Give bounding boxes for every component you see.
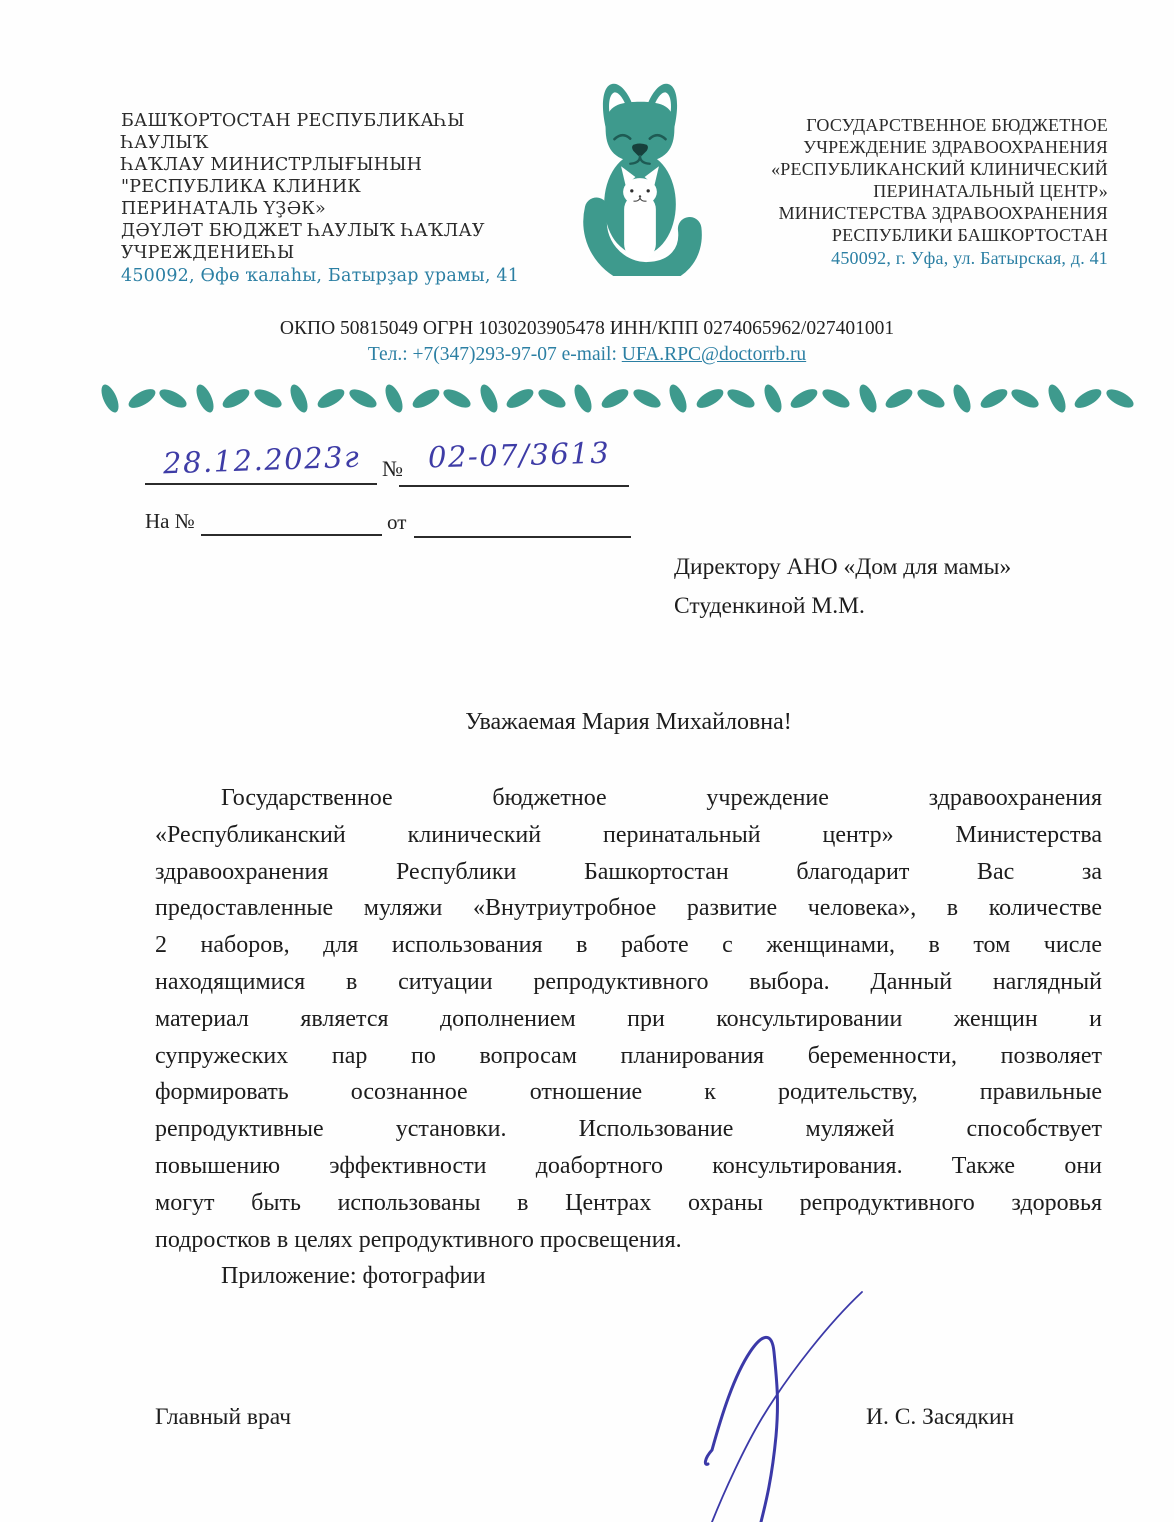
seed-ornament [599, 385, 631, 411]
registration-numbers: ОКПО 50815049 ОГРН 1030203905478 ИНН/КПП 0274065962/027401001 [279, 318, 895, 339]
header-left-bashkir [121, 110, 551, 287]
seed-ornament [157, 385, 190, 411]
body-line: 2 наборов, для использования в работе с женщинами, в том числе [155, 932, 1102, 959]
seed-ornament [883, 385, 915, 411]
body-line: находящимися в ситуации репродуктивного выбора. Данный наглядный [155, 968, 1102, 995]
from-label: от [387, 510, 407, 534]
seed-ornament [666, 382, 690, 415]
seed-ornament [409, 385, 441, 411]
number-underline [399, 485, 629, 487]
seed-ornament [950, 382, 974, 415]
header-line: ПЕРИНАТАЛЬ ҮҘӘК» [121, 199, 326, 219]
seed-ornament [1072, 385, 1104, 411]
header-line: «РЕСПУБЛИКАНСКИЙ КЛИНИЧЕСКИЙ [771, 159, 1108, 179]
header-line: ҺАҠЛАУ МИНИСТРЛЫҒЫНЫН [121, 155, 423, 175]
seed-ornament [725, 385, 758, 411]
body-line: здравоохранения Республики Башкортостан благодарит Вас за [155, 858, 1102, 885]
header-right-address: 450092, г. Уфа, ул. Батырская, д. 41 [831, 248, 1108, 268]
divider-ornament [95, 384, 1135, 412]
salutation: Уважаемая Мария Михайловна! [465, 709, 792, 735]
header-left-address: 450092, Өфө ҡалаһы, Батырҙар урамы, 41 [121, 266, 520, 286]
date-underline [145, 483, 377, 485]
body-line: предоставленные муляжи «Внутриутробное развитие человека», в количестве [155, 895, 1102, 922]
body-line: супружеских пар по вопросам планирования беременности, позволяет [155, 1042, 1102, 1069]
body-paragraph [155, 780, 1102, 1258]
seed-ornament [788, 385, 820, 411]
addressee-line2: Студенкиной М.М. [674, 593, 865, 619]
attachment-line: Приложение: фотографии [221, 1263, 486, 1290]
body-line: материал является дополнением при консультировании женщин и [155, 1005, 1102, 1032]
header-line: УЧРЕЖДЕНИЕҺЫ [121, 243, 295, 263]
seed-ornament [1045, 382, 1069, 415]
header-line: "РЕСПУБЛИКА КЛИНИК [121, 177, 362, 197]
seed-ornament [252, 385, 285, 411]
mother-and-baby-fox-icon [576, 74, 704, 276]
seed-ornament [536, 385, 569, 411]
body-line: могут быть использованы в Центрах охраны репродуктивного здоровья [155, 1189, 1102, 1216]
seed-ornament [1009, 385, 1042, 411]
body-line: повышению эффективности доабортного консультирования. Также они [155, 1152, 1102, 1179]
seed-ornament [761, 382, 785, 415]
seed-ornament [125, 385, 157, 411]
seed-ornament [382, 382, 406, 415]
seed-ornament [914, 385, 947, 411]
seed-ornament [193, 382, 217, 415]
phone-number: Тел.: +7(347)293-97-07 [367, 344, 557, 365]
header-line: БАШҠОРТОСТАН РЕСПУБЛИКАҺЫ ҺАУЛЫҠ [121, 111, 465, 153]
header-right-lines [742, 114, 1108, 246]
seed-ornament [571, 382, 595, 415]
body-line: репродуктивные установки. Использование муляжей способствует [155, 1116, 1102, 1143]
seed-ornament [441, 385, 474, 411]
seed-ornament [477, 382, 501, 415]
header-line: УЧРЕЖДЕНИЕ ЗДРАВООХРАНЕНИЯ [803, 137, 1108, 157]
seed-ornament [220, 385, 252, 411]
addressee-block [674, 548, 1011, 626]
seed-ornament [820, 385, 853, 411]
email-link[interactable]: UFA.RPC@doctorrb.ru [621, 344, 807, 365]
number-sign: № [382, 456, 403, 481]
header-left-lines [121, 110, 551, 264]
reply-to-underline [201, 534, 382, 536]
body-line: «Республиканский клинический перинатальный центр» Министерства [155, 821, 1102, 848]
header-line: ГОСУДАРСТВЕННОЕ БЮДЖЕТНОЕ [806, 115, 1108, 135]
header-right-russian [742, 114, 1108, 269]
header-line: РЕСПУБЛИКИ БАШКОРТОСТАН [831, 225, 1108, 245]
phone-email-line [0, 344, 1174, 366]
handwritten-outgoing-number: 02-07/3613 [427, 435, 611, 475]
reply-to-label: На № [145, 509, 195, 533]
seed-ornament [978, 385, 1010, 411]
header-line: ПЕРИНАТАЛЬНЫЙ ЦЕНТР» [873, 181, 1108, 201]
fox-logo [576, 74, 704, 276]
body-line: подростков в целях репродуктивного просвещения. [155, 1226, 682, 1253]
handwritten-date: 28.12.2023г [162, 439, 361, 481]
addressee-line1: Директору АНО «Дом для мамы» [674, 554, 1012, 580]
seed-ornament [315, 385, 347, 411]
seed-ornament [855, 382, 879, 415]
signer-name: И. С. Засядкин [866, 1404, 1015, 1430]
seed-ornament [98, 382, 122, 415]
header-line: ДӘҮЛӘТ БЮДЖЕТ ҺАУЛЫҠ ҺАҠЛАУ [121, 221, 485, 241]
seed-ornament [630, 385, 663, 411]
seed-ornament [346, 385, 379, 411]
handwritten-signature [640, 1268, 900, 1522]
signer-position: Главный врач [155, 1404, 292, 1430]
from-underline [414, 536, 631, 538]
body-line: Государственное бюджетное учреждение здравоохранения [221, 785, 1102, 811]
seed-ornament [693, 385, 725, 411]
email-label: e-mail: [561, 344, 617, 365]
seed-ornament [504, 385, 536, 411]
seed-ornament [287, 382, 311, 415]
body-line: формировать осознанное отношение к родительству, правильные [155, 1079, 1102, 1106]
seed-ornament [1104, 385, 1137, 411]
letter-body [155, 780, 1102, 1295]
header-line: МИНИСТЕРСТВА ЗДРАВООХРАНЕНИЯ [778, 203, 1108, 223]
